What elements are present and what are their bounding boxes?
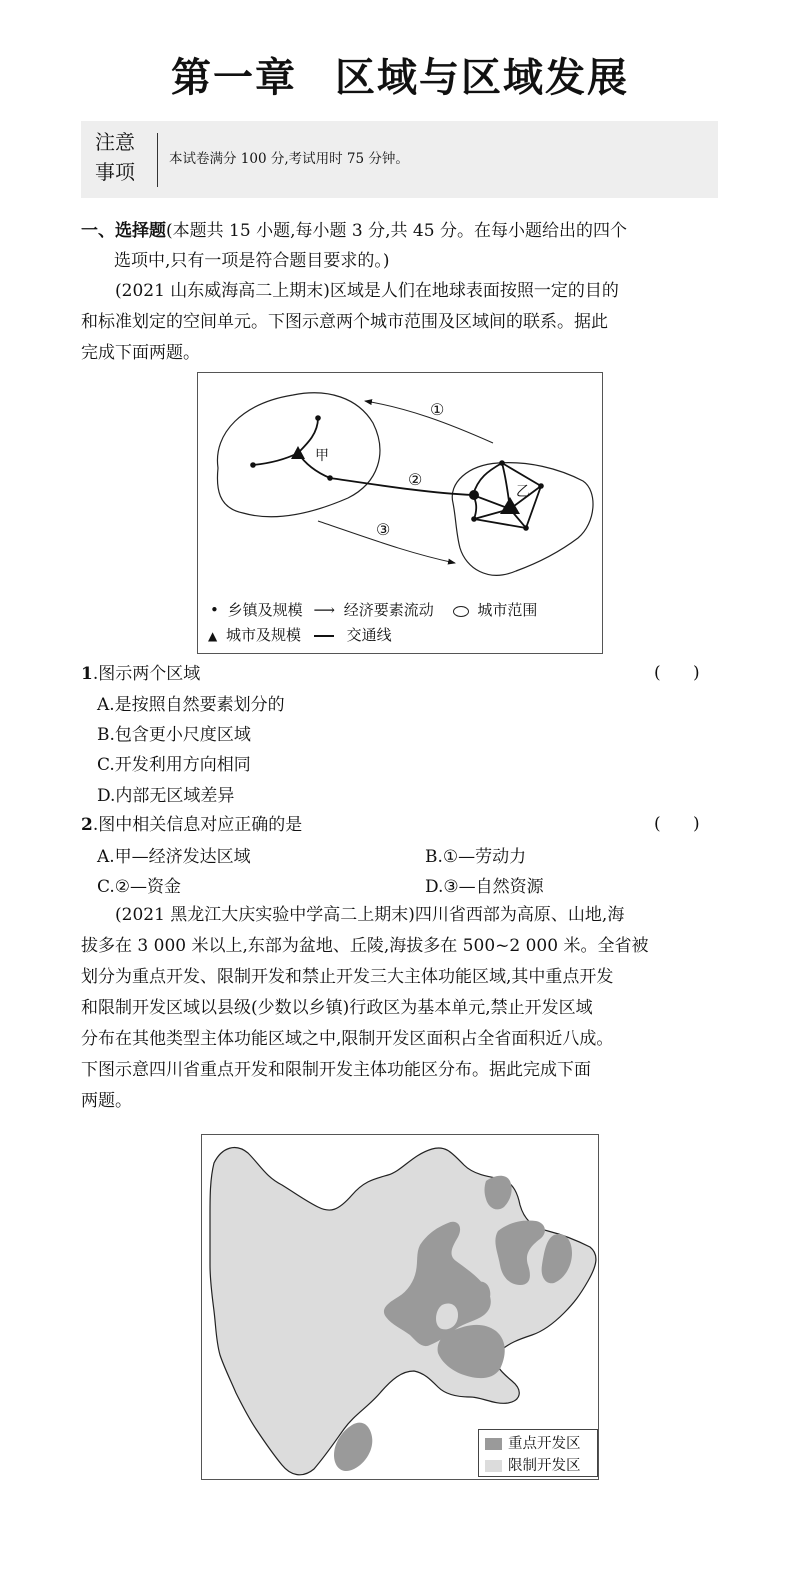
q1-option-d[interactable]: D.内部无区域差异 <box>97 786 235 806</box>
flow-label-3: ③ <box>376 520 391 539</box>
section-intro-1: (本题共 15 小题,每小题 3 分,共 45 分。在每小题给出的四个 <box>166 221 627 241</box>
passage2-line2: 拔多在 3 000 米以上,东部为盆地、丘陵,海拔多在 500~2 000 米。全省被 <box>81 936 649 956</box>
section-intro-2: 选项中,只有一项是符合题目要求的。) <box>114 251 390 271</box>
town-dot <box>327 475 333 481</box>
chapter-number: 第一章 <box>171 54 297 101</box>
answer-blank-1[interactable]: ( ) <box>654 663 700 683</box>
flow-arrow-icon: ⟶ <box>313 601 335 619</box>
figure-city-regions <box>197 372 603 654</box>
flow-label-2: ② <box>408 470 423 489</box>
passage2-line4: 和限制开发区域以县级(少数以乡镇)行政区为基本单元,禁止开发区域 <box>81 998 593 1018</box>
city-a-label: 甲 <box>315 448 329 464</box>
question-1-stem: .图示两个区域 <box>92 664 201 684</box>
legend-limited-label: 限制开发区 <box>508 1458 581 1474</box>
triangle-icon: ▲ <box>208 629 218 643</box>
chapter-name: 区域与区域发展 <box>335 54 629 101</box>
town-dot <box>523 525 529 531</box>
notice-divider <box>157 133 158 187</box>
legend-city: 城市及规模 <box>226 626 302 644</box>
city-b-label: 乙 <box>516 484 530 500</box>
legend-limited-development <box>485 1454 581 1475</box>
town-dot <box>315 415 321 421</box>
q1-option-b[interactable]: B.包含更小尺度区域 <box>97 725 251 745</box>
legend-row-1 <box>210 599 537 620</box>
passage1-line1: (2021 山东威海高二上期末)区域是人们在地球表面按照一定的目的 <box>115 281 619 301</box>
ellipse-icon <box>453 606 469 617</box>
legend-road: 交通线 <box>346 626 392 644</box>
question-2-stem: .图中相关信息对应正确的是 <box>92 815 303 835</box>
sichuan-map-drawing <box>202 1135 598 1479</box>
section-title: 一、选择题 <box>81 221 166 241</box>
q1-option-c[interactable]: C.开发利用方向相同 <box>97 755 251 775</box>
q2-option-d[interactable]: D.③—自然资源 <box>425 877 544 897</box>
notice-label-line2: 事项 <box>95 160 135 184</box>
passage2-line7: 两题。 <box>81 1091 132 1111</box>
town-dot <box>250 462 256 468</box>
question-2-number: 2 <box>81 815 93 835</box>
town-dot <box>499 460 505 466</box>
question-2 <box>81 810 302 840</box>
line-icon <box>314 635 334 637</box>
passage2-line3: 划分为重点开发、限制开发和禁止开发三大主体功能区域,其中重点开发 <box>81 967 614 987</box>
legend-key-label: 重点开发区 <box>508 1436 581 1452</box>
notice-box <box>81 121 718 198</box>
passage1-line3: 完成下面两题。 <box>81 343 200 363</box>
legend-town: 乡镇及规模 <box>227 601 303 619</box>
q2-option-b[interactable]: B.①—劳动力 <box>425 847 527 867</box>
chapter-title <box>0 46 800 103</box>
notice-label-line1: 注意 <box>95 130 135 154</box>
q1-option-a[interactable]: A.是按照自然要素划分的 <box>97 695 285 715</box>
road <box>473 463 541 528</box>
section-heading <box>81 216 627 246</box>
legend-row-2 <box>208 624 392 645</box>
key-swatch-icon <box>485 1438 502 1450</box>
q2-option-a[interactable]: A.甲—经济发达区域 <box>97 847 251 867</box>
question-1 <box>81 659 200 689</box>
map-legend <box>478 1429 598 1477</box>
passage2-line5: 分布在其他类型主体功能区域之中,限制开发区面积占全省面积近八成。 <box>81 1029 614 1049</box>
town-dot <box>471 516 477 522</box>
town-dot <box>538 483 544 489</box>
town-dot-large <box>469 490 479 500</box>
legend-range: 城市范围 <box>477 601 538 619</box>
passage2-line1: (2021 黑龙江大庆实验中学高二上期末)四川省西部为高原、山地,海 <box>115 905 625 925</box>
legend-flow: 经济要素流动 <box>343 601 434 619</box>
flow-label-1: ① <box>430 400 445 419</box>
passage1-line2: 和标准划定的空间单元。下图示意两个城市范围及区域间的联系。据此 <box>81 312 608 332</box>
legend-key-development <box>485 1432 581 1453</box>
flow-arrow-1 <box>365 401 493 443</box>
town-dot-icon: • <box>210 601 219 619</box>
q2-option-c[interactable]: C.②—资金 <box>97 877 182 897</box>
passage2-line6: 下图示意四川省重点开发和限制开发主体功能区分布。据此完成下面 <box>81 1060 591 1080</box>
notice-label <box>95 127 135 187</box>
limited-swatch-icon <box>485 1460 502 1472</box>
question-1-number: 1 <box>81 664 93 684</box>
notice-text: 本试卷满分 100 分,考试用时 75 分钟。 <box>169 151 409 167</box>
answer-blank-2[interactable]: ( ) <box>654 814 700 834</box>
